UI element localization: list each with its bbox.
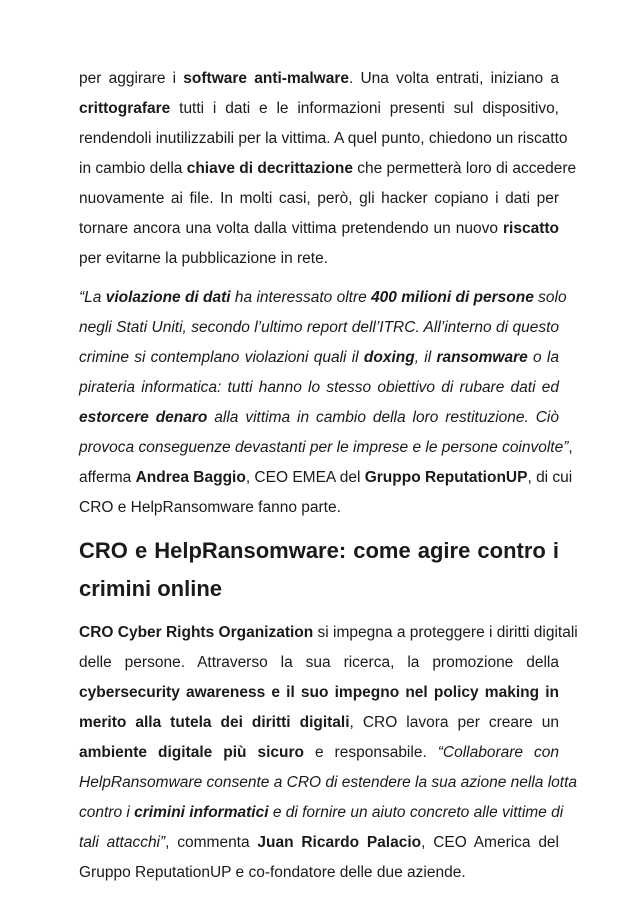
text-line <box>79 678 559 708</box>
bold-text: merito alla tutela dei diritti digitali <box>79 714 350 731</box>
bold-text: cybersecurity awareness e il suo impegno nel policy making in <box>79 684 559 701</box>
text-run: tutti i dati e le informazioni presenti sul dispositivo, <box>170 100 559 117</box>
text-line <box>79 828 559 858</box>
text-line <box>79 570 559 608</box>
bold-text: riscatto <box>503 220 559 237</box>
bold-text: 400 milioni di persone <box>371 289 534 306</box>
bold-text: chiave di decrittazione <box>186 160 353 177</box>
bold-text: doxing <box>363 349 415 366</box>
text-run: e responsabile. <box>303 744 438 761</box>
text-line <box>79 94 559 124</box>
text-run: , CEO EMEA del <box>245 469 365 486</box>
text-line <box>79 373 559 403</box>
text-run: negli Stati Uniti, secondo l’ultimo report dell’ITRC. All’interno di questo <box>79 319 559 336</box>
text-run: tali attacchi” <box>79 834 166 851</box>
text-line <box>79 154 577 184</box>
bold-text: violazione di dati <box>105 289 231 306</box>
bold-text: Andrea Baggio <box>135 469 246 486</box>
text-run: rendendoli inutilizzabili per la vittima. A quel punto, chiedono un riscatto <box>79 130 568 147</box>
text-run: , commenta <box>165 834 258 851</box>
bold-text: CRO Cyber Rights Organization <box>79 624 314 641</box>
text-run: o la <box>527 349 559 366</box>
text-line <box>79 648 559 678</box>
text-run: , di cui <box>527 469 573 486</box>
text-run: , il <box>414 349 437 366</box>
text-run: si impegna a proteggere i diritti digitali <box>313 624 578 641</box>
text-line <box>79 403 559 433</box>
text-run: crimine si contemplano violazioni quali il <box>79 349 364 366</box>
text-line <box>79 858 559 888</box>
text-run: nuovamente ai file. In molti casi, però, gli hacker copiano i dati per <box>79 190 559 207</box>
paragraph-ransomware <box>79 64 577 274</box>
text-line <box>79 313 559 343</box>
text-line <box>79 283 567 313</box>
text-run: per aggirare i <box>79 70 184 87</box>
text-run: pirateria informatica: tutti hanno lo stesso obiettivo di rubare dati ed <box>79 379 559 396</box>
bold-text: ransomware <box>436 349 528 366</box>
text-line <box>79 618 578 648</box>
paragraph-cro <box>79 618 578 888</box>
text-line <box>79 124 568 154</box>
text-run: . Una volta entrati, iniziano a <box>348 70 559 87</box>
text-run: , CEO America del <box>421 834 559 851</box>
text-line <box>79 463 573 493</box>
bold-text: software anti-malware <box>183 70 349 87</box>
text-line <box>79 768 578 798</box>
text-run: in cambio della <box>79 160 187 177</box>
bold-text: crittografare <box>79 100 171 117</box>
text-line <box>79 244 559 274</box>
text-line <box>79 493 559 523</box>
text-run: , <box>568 439 573 456</box>
text-run: solo <box>533 289 567 306</box>
text-line <box>79 433 573 463</box>
text-line <box>79 184 559 214</box>
text-line <box>79 214 559 244</box>
section-heading <box>79 532 559 608</box>
text-run: HelpRansomware consente a CRO di estendere la sua azione nella lotta <box>79 774 578 791</box>
text-run: afferma <box>79 469 136 486</box>
text-run: alla vittima in cambio della loro restituzione. Ciò <box>207 409 559 426</box>
text-run: “La <box>79 289 106 306</box>
bold-text: Juan Ricardo Palacio <box>257 834 422 851</box>
text-run: CRO e HelpRansomware fanno parte. <box>79 499 341 516</box>
bold-text: ambiente digitale più sicuro <box>79 744 304 761</box>
text-run: che permetterà loro di accedere <box>352 160 577 177</box>
text-line <box>79 738 559 768</box>
text-line <box>79 708 559 738</box>
text-run: provoca conseguenze devastanti per le imprese e le persone coinvolte” <box>79 439 569 456</box>
text-run: tornare ancora una volta dalla vittima pretendendo un nuovo <box>79 220 503 237</box>
text-line <box>79 798 564 828</box>
text-run: Gruppo ReputationUP e co-fondatore delle due aziende. <box>79 864 466 881</box>
paragraph-quote-baggio <box>79 283 573 523</box>
text-run: CRO e HelpRansomware: come agire contro i <box>79 538 559 563</box>
bold-text: crimini informatici <box>134 804 269 821</box>
text-line <box>79 532 559 570</box>
text-run: , CRO lavora per creare un <box>349 714 559 731</box>
text-line <box>79 343 559 373</box>
text-run: ha interessato oltre <box>230 289 372 306</box>
text-run: delle persone. Attraverso la sua ricerca, la promozione della <box>79 654 559 671</box>
text-run: “Collaborare con <box>437 744 559 761</box>
text-run: contro i <box>79 804 135 821</box>
text-run: e di fornire un aiuto concreto alle vittime di <box>268 804 564 821</box>
text-line <box>79 64 559 94</box>
bold-text: Gruppo ReputationUP <box>364 469 528 486</box>
bold-text: estorcere denaro <box>79 409 208 426</box>
text-run: per evitarne la pubblicazione in rete. <box>79 250 329 267</box>
text-run: crimini online <box>79 576 223 601</box>
